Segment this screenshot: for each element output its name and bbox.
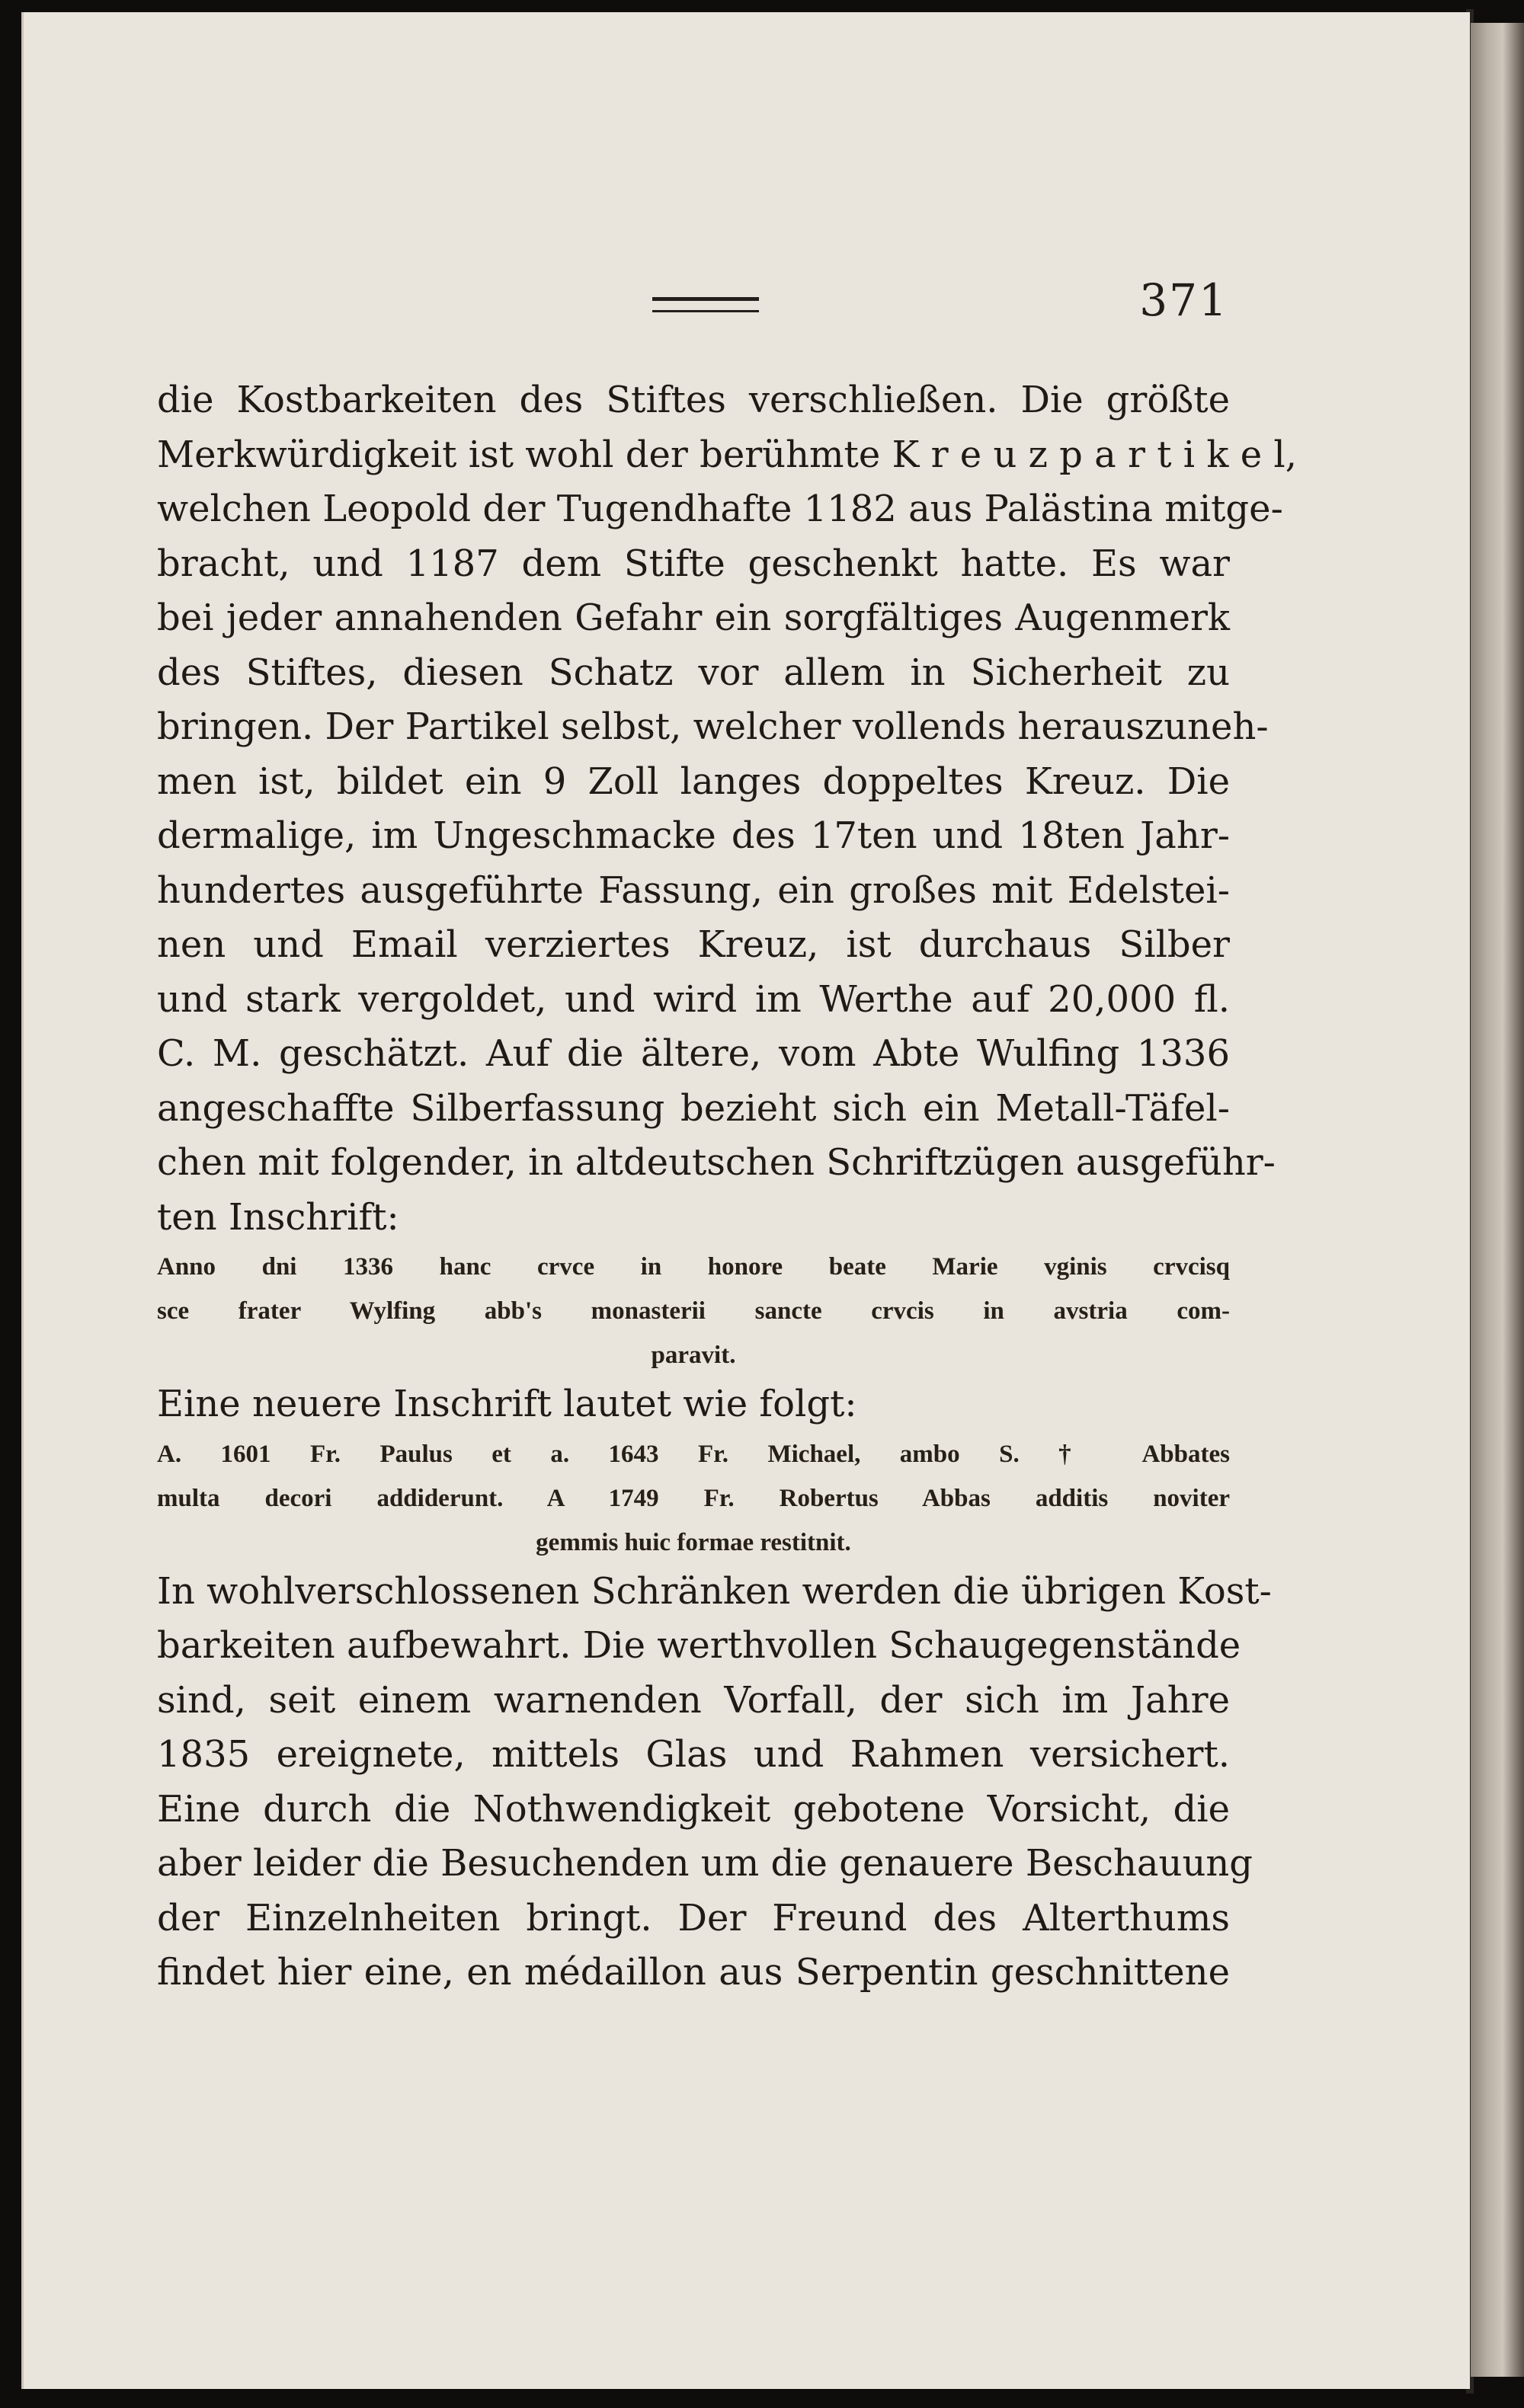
inscription-block-2 [157,1432,1230,1565]
text-line: barkeiten aufbewahrt. Die werthvollen Schaugegenstände [157,1624,1241,1667]
text-line: Merkwürdigkeit ist wohl der berühmte K r e u z p a r t i k e l, [157,433,1298,476]
page-number: 371 [1139,274,1228,326]
header-ornament-rule [652,297,759,312]
page-header [152,274,1228,350]
text-line: C. M. geschätzt. Auf die ältere, vom Abte Wulfing 1336 [157,1032,1230,1075]
text-line: bracht, und 1187 dem Stifte geschenkt hatte. Es war [157,542,1230,585]
text-line: 1835 ereignete, mittels Glas und Rahmen versichert. [157,1733,1230,1776]
text-line: ten Inschrift: [157,1195,399,1239]
text-line: bringen. Der Partikel selbst, welcher vollends herauszuneh- [157,705,1269,748]
text-line: In wohlverschlossenen Schränken werden die übrigen Kost- [157,1569,1272,1613]
text-line: die Kostbarkeiten des Stiftes verschließen. Die größte [157,379,1230,421]
text-line: dermalige, im Ungeschmacke des 17ten und 18ten Jahr- [157,814,1230,857]
book-fore-edge [1471,23,1524,2377]
text-line: Eine durch die Nothwendigkeit gebotene Vorsicht, die [157,1787,1230,1831]
text-line: sind, seit einem warnenden Vorfall, der sich im Jahre [157,1678,1230,1722]
text-line: findet hier eine, en médaillon aus Serpentin geschnittene [157,1951,1230,1994]
text-line: hundertes ausgeführte Fassung, ein großes mit Edelstei- [157,868,1230,912]
inscription-line: A. 1601 Fr. Paulus et a. 1643 Fr. Michael, ambo S. † Abbates [157,1440,1230,1468]
text-line: bei jeder annahenden Gefahr ein sorgfältiges Augenmerk [157,596,1230,639]
inscription-line: paravit. [651,1342,736,1369]
text-line: Eine neuere Inschrift lautet wie folgt: [157,1383,857,1425]
inscription-block-1 [157,1245,1230,1377]
inscription-line: Anno dni 1336 hanc crvce in honore beate Marie vginis crvcisq [157,1253,1230,1281]
text-line: nen und Email verziertes Kreuz, ist durchaus Silber [157,923,1230,966]
inscription-line: multa decori addiderunt. A 1749 Fr. Robertus Abbas additis noviter [157,1484,1230,1512]
inscription-line: gemmis huic formae restitnit. [536,1528,851,1556]
text-line: welchen Leopold der Tugendhafte 1182 aus Palästina mitge- [157,488,1283,530]
text-line: aber leider die Besuchenden um die genauere Beschauung [157,1842,1253,1885]
body-text [157,373,1298,2000]
inscription-line: sce frater Wylfing abb's monasterii sancte crvcis in avstria com- [157,1297,1230,1325]
text-line: men ist, bildet ein 9 Zoll langes doppeltes Kreuz. Die [157,759,1230,803]
text-line: des Stiftes, diesen Schatz vor allem in Sicherheit zu [157,651,1230,694]
text-line: der Einzelnheiten bringt. Der Freund des Alterthums [157,1896,1230,1940]
text-line: und stark vergoldet, und wird im Werthe auf 20,000 fl. [157,977,1230,1021]
text-line: angeschaffte Silberfassung bezieht sich ein Metall-Täfel- [157,1086,1230,1130]
text-line: chen mit folgender, in altdeutschen Schriftzügen ausgeführ- [157,1141,1276,1184]
